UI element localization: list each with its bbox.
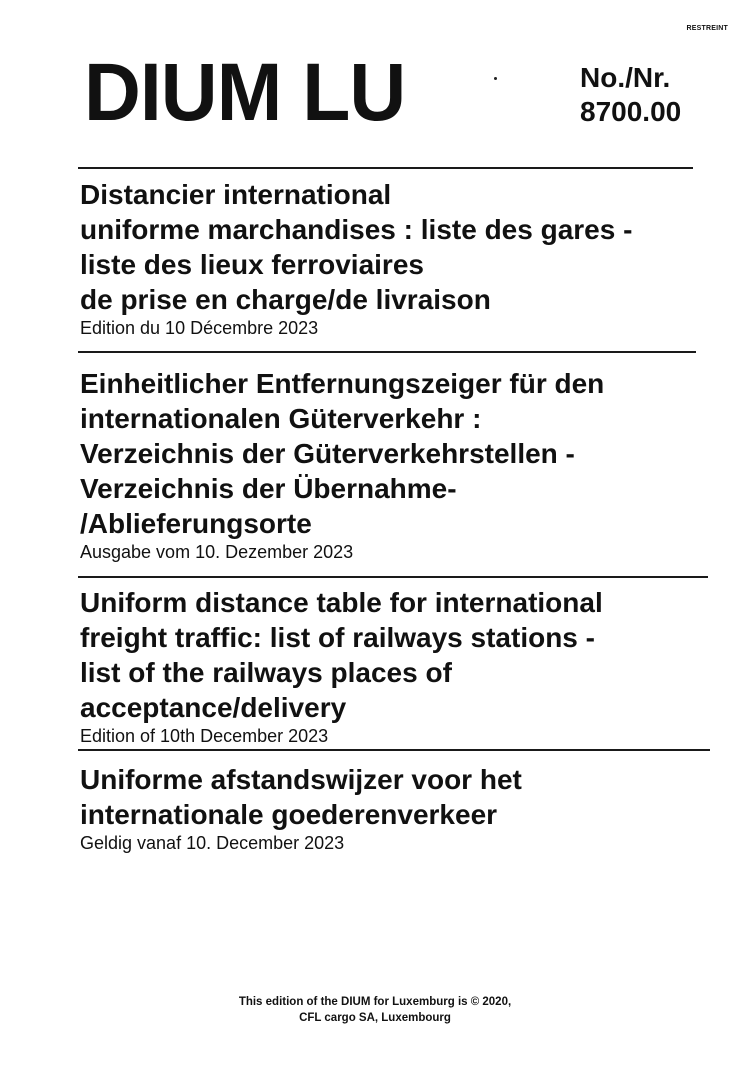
heading-line: Verzeichnis der Übernahme- <box>80 473 457 504</box>
document-number <box>580 61 681 129</box>
divider-3 <box>78 749 710 751</box>
section-french <box>80 177 720 339</box>
document-number-value: 8700.00 <box>580 96 682 127</box>
edition-date: Edition of 10th December 2023 <box>80 726 329 746</box>
section-german <box>80 366 720 563</box>
heading-line: Einheitlicher Entfernungszeiger für den <box>80 368 605 399</box>
heading-line: acceptance/delivery <box>80 692 347 723</box>
heading-line: /Ablieferungsorte <box>80 508 312 539</box>
document-title: DIUM LU <box>84 47 406 138</box>
heading-line: Verzeichnis der Güterverkehrstellen - <box>80 438 575 469</box>
heading-line: Uniforme afstandswijzer voor het <box>80 764 522 795</box>
heading-line: Uniform distance table for international <box>80 587 603 618</box>
heading-line: list of the railways places of <box>80 657 452 688</box>
heading-line: Distancier international <box>80 179 392 210</box>
heading-line: liste des lieux ferroviaires <box>80 249 424 280</box>
scan-dot <box>494 77 497 80</box>
classification-label: RESTREINT <box>686 25 728 32</box>
heading-line: internationalen Güterverkehr : <box>80 403 482 434</box>
heading-line: freight traffic: list of railways stations - <box>80 622 595 653</box>
edition-date: Geldig vanaf 10. December 2023 <box>80 833 345 853</box>
divider-2 <box>78 576 708 578</box>
edition-date: Edition du 10 Décembre 2023 <box>80 318 319 338</box>
section-english <box>80 585 720 747</box>
divider-1 <box>78 351 696 353</box>
copyright-line: CFL cargo SA, Luxembourg <box>299 1012 451 1024</box>
heading-line: internationale goederenverkeer <box>80 799 498 830</box>
copyright-line: This edition of the DIUM for Luxemburg is © 2020, <box>238 996 512 1008</box>
document-number-label: No./Nr. <box>580 62 671 93</box>
divider-top <box>78 167 693 169</box>
heading-line: uniforme marchandises : liste des gares - <box>80 214 633 245</box>
edition-date: Ausgabe vom 10. Dezember 2023 <box>80 542 354 562</box>
copyright-footer <box>0 994 750 1026</box>
section-dutch <box>80 762 720 854</box>
heading-line: de prise en charge/de livraison <box>80 284 491 315</box>
